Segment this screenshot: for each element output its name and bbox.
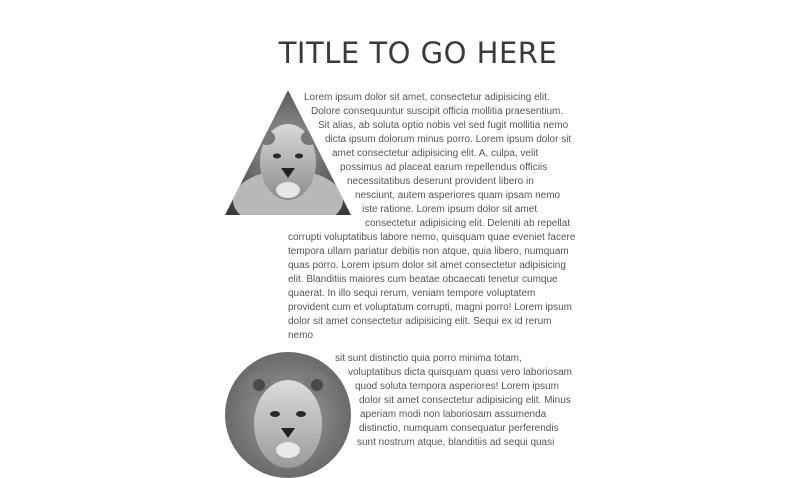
paragraph-line: quod soluta tempora asperiores! Lorem ipsum xyxy=(355,381,559,392)
paragraph-line: distinctio, numquam consequatur perferendis xyxy=(359,423,559,434)
paragraph-line: corrupti voluptatibus labore nemo, quisquam quae eveniet facere xyxy=(288,232,576,243)
paragraph-line: dicta ipsum dolorum minus porro. Lorem ipsum dolor sit xyxy=(325,134,572,145)
paragraph-line: sit sunt distinctio quia porro minima totam, xyxy=(335,353,522,364)
paragraph-line: dolor sit amet consectetur adipisicing elit. Sequi ex id rerum xyxy=(288,316,552,327)
paragraph-line: tempora ullam pariatur debitis non atque, quia libero, numquam xyxy=(288,246,569,257)
paragraph-line: voluptatibus dicta quisquam quasi vero laboriosam xyxy=(348,367,573,378)
paragraph-line: nesciunt, autem asperiores quam ipsam nemo xyxy=(355,190,561,201)
paragraph-line: quaerat. In illo sequi rerum, veniam tempore voluptatem xyxy=(288,288,536,299)
paragraph-line: elit. Blanditiis maiores cum beatae obcaecati tenetur cumque xyxy=(288,274,558,285)
paragraph-line: iste ratione. Lorem ipsum dolor sit amet xyxy=(362,204,538,215)
paragraph-line: dolor sit amet consectetur adipisicing elit. Minus xyxy=(359,395,571,406)
paragraph-line: nemo xyxy=(288,330,314,341)
paragraph-line: quas porro. Lorem ipsum dolor sit amet consectetur adipisicing xyxy=(288,260,566,271)
paragraph-line: aperiam modi non laboriosam assumenda xyxy=(360,409,547,420)
paragraph-line: sunt nostrum atque, blanditiis ad sequi quasi xyxy=(357,437,555,448)
paragraph-line: Dolore consequuntur suscipit officia mollitia praesentium. xyxy=(311,106,564,117)
paragraph-line: possimus ad placeat earum repellendus officiis xyxy=(340,162,548,173)
paragraph-line: necessitatibus deserunt provident libero in xyxy=(347,176,534,187)
paragraph-line: Sit alias, ab soluta optio nobis vel sed fugit mollitia nemo xyxy=(318,120,569,131)
paragraph-line: amet consectetur adipisicing elit. A, culpa, velit xyxy=(332,148,539,159)
paragraph-line: consectetur adipisicing elit. Deleniti ab repellat xyxy=(365,218,571,229)
paragraph-line: provident cum et voluptatum corrupti, magni porro! Lorem ipsum xyxy=(288,302,573,313)
paragraph-line: Lorem ipsum dolor sit amet, consectetur adipisicing elit. xyxy=(304,92,550,103)
page-title: TITLE TO GO HERE xyxy=(278,36,558,70)
